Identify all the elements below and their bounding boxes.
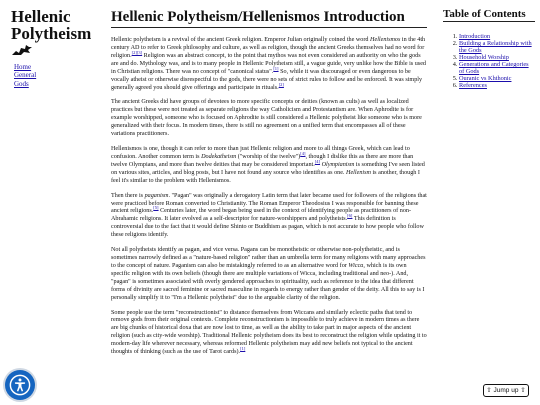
text: Hellenic polytheism is a revival of the ancient Greek religion. Emperor Julian originally coined the word bbox=[111, 37, 371, 43]
text: Some people use the term "reconstructionist" to distance themselves from Wiccans and similarly eclectic paths that tend to remove gods from their original contexts. Complete reconstructionism is impossible to truly achieve in modern times as there are big chunks of historical doxa that are now lost to time, as well as the ability to take part in major aspects of the ancient religion (such as city-wide worship). Traditional Hellenic polytheism does its best to reconstruct the religion while updating it to modern-day life wherever necessary, whereas reformed Hellenic polytheism may add new beliefs not typical to the ancient thoughts of thinking (such as the use of Tarot cards). bbox=[111, 309, 427, 356]
nav-menu bbox=[14, 63, 101, 88]
citation-link[interactable]: [2] bbox=[278, 81, 284, 87]
toc-item bbox=[459, 33, 535, 40]
jump-up-button[interactable] bbox=[483, 384, 529, 397]
citation bbox=[132, 50, 143, 55]
citation bbox=[240, 346, 245, 351]
toc-item bbox=[459, 75, 535, 82]
paragraph-3 bbox=[111, 146, 427, 186]
nav-item-home bbox=[14, 63, 101, 71]
emphasis: Olympianism bbox=[321, 161, 355, 168]
toc-link-household-worship[interactable]: Household Worship bbox=[459, 54, 509, 61]
citation-link[interactable]: [2][3] bbox=[131, 49, 143, 55]
accessibility-person-icon bbox=[9, 374, 31, 396]
citation bbox=[279, 82, 284, 87]
paragraph-4 bbox=[111, 193, 427, 241]
citation bbox=[315, 159, 320, 164]
emphasis: paganism bbox=[144, 192, 169, 199]
nav-item-general bbox=[14, 71, 101, 79]
toc-item bbox=[459, 54, 535, 61]
nav-link-gods[interactable]: Gods bbox=[14, 79, 29, 88]
toc-link-references[interactable]: References bbox=[459, 82, 487, 89]
citation-link[interactable]: [4] bbox=[300, 150, 306, 156]
emphasis: Hellenism bbox=[346, 169, 371, 176]
text: . "Pagan" was originally a derogatory Latin term that later became used for followers of the religions that were practiced before Roman converted to Christianity. The Roman Emperor Theodosius I was responsible for banning these ancient religions. bbox=[111, 192, 427, 215]
toc-link-generations[interactable]: Generations and Categories of Gods bbox=[459, 61, 529, 75]
emphasis: Dodekatheism bbox=[201, 153, 237, 160]
toc-link-building-relationship[interactable]: Building a Relationship with the Gods bbox=[459, 40, 532, 54]
toc-item bbox=[459, 61, 535, 75]
jump-up-label: Jump up bbox=[493, 387, 519, 394]
nav-link-home[interactable]: Home bbox=[14, 63, 32, 71]
text: , though I dislike this as there are more than twelve Olympians, and more than twelve deities that may be considered important. bbox=[111, 153, 414, 168]
toc-link-introduction[interactable]: Introduction bbox=[459, 33, 491, 40]
text: , which is its own specific religion with its own beliefs (though there are multiple variations of Wicca, including traditional and neo-). And, "pagan" is sometimes associated with overly gendered approaches to spirituality, such as reference to the idea that different forms of divinity are sacred feminine or sacred masculine in regards to energy rather than gender of the deity. All this to say is I personally simplify it to "I'm a Hellenic polytheist" due to the arguable clarity of the religion. bbox=[111, 262, 425, 301]
site-title: Hellenic Polytheism bbox=[11, 7, 92, 43]
text: Not all polytheists identify as pagan, and vice versa. Pagans can be monotheistic or otherwise non-polytheistic, and is sometimes narrowly defined as a "nature-based religion" rather than an umbrella term for many religions with many approaches to the concept of nature. Paganism can also be mistakingly referred to as an alternative word for bbox=[111, 247, 426, 269]
accessibility-button[interactable] bbox=[5, 370, 35, 400]
text: Hellenismos is one, though it can refer to more than just Hellenic religion and more to all things Greek, which can lead to confusion. Another common term is bbox=[111, 146, 410, 160]
text: is another, though I feel it's similar to the problem with Hellenismos. bbox=[111, 169, 420, 184]
text: ("worship of the twelve") bbox=[236, 153, 301, 160]
citation-link[interactable]: [6] bbox=[347, 213, 353, 219]
logo-icon bbox=[11, 44, 33, 56]
text: is something I've seen listed on various sites, articles, and blog posts, but I have not found any source who identifies as one. bbox=[111, 161, 425, 176]
paragraph-2: The ancient Greeks did have groups of devotees to more specific concepts or deities (known as cults) as well as localized practices but these were not treated as separate religions the way Catholicism and Protestantism are. When Aphrodite is for example worshipped, someone who is focused on Aphrodite is still considered a Hellenic polytheist like someone who is more generalized with their focus. In modern times, there is still no agreement on a unified term that encompasses all of these variations practitioners. bbox=[111, 99, 422, 138]
emphasis: Wicca bbox=[348, 262, 364, 269]
nav-link-general[interactable]: General bbox=[14, 71, 37, 80]
article-body bbox=[111, 37, 427, 357]
paragraph-5 bbox=[111, 247, 427, 302]
toc-title: Table of Contents bbox=[443, 9, 535, 22]
citation-link[interactable]: [1] bbox=[240, 346, 246, 352]
text: Then there is bbox=[111, 192, 145, 199]
paragraph-6 bbox=[111, 310, 427, 357]
table-of-contents bbox=[443, 9, 535, 89]
emphasis: Hellenismos bbox=[370, 37, 401, 43]
text: Religion was an abstract concept, to the point that mythos was not even considered an authority on who the gods are and do. Mythology was, and is to many people in Hellenic Polytheism still, a vague guide, very unlike how the Bible is used in Christian religions. There was no concept of "canonical status". bbox=[111, 52, 426, 75]
paragraph-1 bbox=[111, 37, 427, 92]
main-content bbox=[111, 9, 427, 364]
nav-item-gods bbox=[14, 80, 101, 88]
citation-link[interactable]: [4] bbox=[314, 158, 321, 164]
text: So, while it was discouraged or even dangerous to be vocally atheist or otherwise disrespectful to the gods, there were no sets of strict rules to follow and be enforced. It was simply generally agreed you should give offerings and participate in rituals. bbox=[111, 68, 423, 91]
citation-link[interactable]: [1] bbox=[273, 65, 279, 71]
citation-link[interactable]: [5] bbox=[153, 205, 159, 211]
sidebar bbox=[11, 8, 101, 88]
up-arrow-circle-icon: ⇧ bbox=[520, 387, 526, 394]
text: in the 4th century AD to refer to Greek philosophy and culture, as well as religion, though the ancient Greeks themselves had no word for religion. bbox=[111, 37, 426, 59]
page-title: Hellenic Polytheism/Hellenismos Introduction bbox=[111, 9, 427, 28]
toc-list bbox=[443, 33, 535, 89]
up-arrow-circle-icon: ⇧ bbox=[486, 387, 492, 394]
toc-item bbox=[459, 82, 535, 89]
toc-item bbox=[459, 40, 535, 54]
toc-link-ouranic-khthonic[interactable]: Ouranic vs Khthonic bbox=[459, 75, 512, 82]
text: This definition is controversial due to the fact that it would define Shinto or Buddhism as pagan, which is not accurate to how people who follow these religions identify. bbox=[111, 216, 424, 239]
text: Centuries later, the word began being used in the context of identifying people as practitioners of non-Abrahamic religions. It later evolved as a self-descriptor for nature-worshippers and polytheists. bbox=[111, 208, 412, 223]
